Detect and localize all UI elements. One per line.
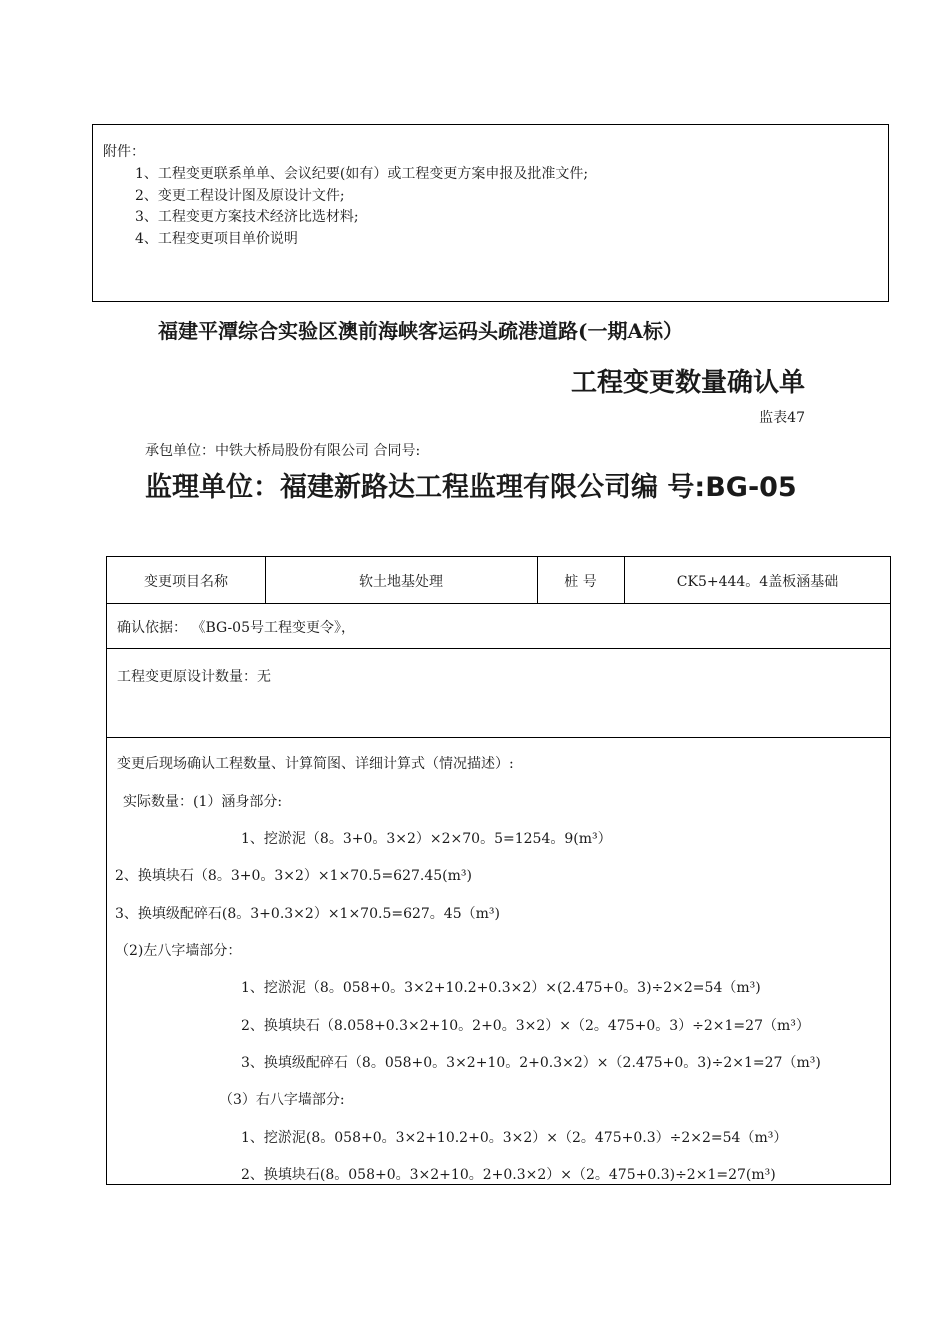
- detail-line: 2、换填块石（8。3+0。3×2）×1×70.5=627.45(m³): [115, 868, 472, 884]
- details-title: 变更后现场确认工程数量、计算简图、详细计算式（情况描述）:: [117, 756, 514, 772]
- detail-line: （2)左八字墙部分：: [115, 943, 242, 959]
- attachment-item: 2、变更工程设计图及原设计文件;: [135, 188, 345, 204]
- detail-line: 实际数量：(1）涵身部分:: [123, 794, 283, 810]
- detail-line: 3、换填级配碎石（8。058+0。3×2+10。2+0.3×2）×（2.475+0。3)÷2×1=27（m³): [241, 1055, 821, 1071]
- attachment-item: 3、工程变更方案技术经济比选材料;: [135, 209, 359, 225]
- detail-line: 2、换填块石(8。058+0。3×2+10。2+0.3×2）×（2。475+0.3)÷2×1=27(m³): [241, 1167, 776, 1183]
- item-name-value: 软土地基处理: [359, 574, 443, 590]
- detail-line: 1、挖淤泥（8。058+0。3×2+10.2+0.3×2）×(2.475+0。3)÷2×2=54（m³): [241, 980, 761, 996]
- attachment-item: 1、工程变更联系单单、会议纪要(如有）或工程变更方案申报及批准文件;: [135, 166, 589, 182]
- detail-line: 1、挖淤泥(8。058+0。3×2+10.2+0。3×2）×（2。475+0.3）÷2×2=54（m³）: [241, 1130, 788, 1146]
- attachments-box: [92, 124, 889, 302]
- item-name-label: 变更项目名称: [144, 574, 228, 590]
- detail-line: 3、换填级配碎石(8。3+0.3×2）×1×70.5=627。45（m³): [115, 906, 500, 922]
- attachment-item: 4、工程变更项目单价说明: [135, 231, 298, 247]
- station-label: 桩 号: [564, 574, 597, 590]
- detail-line: （3）右八字墙部分:: [219, 1092, 345, 1108]
- form-title: 工程变更数量确认单: [570, 368, 805, 398]
- detail-line: 2、换填块石（8.058+0.3×2+10。2+0。3×2）×（2。475+0。3）÷2×1=27（m³）: [241, 1018, 810, 1034]
- quantity-table: [106, 556, 891, 1185]
- detail-line: 1、挖淤泥（8。3+0。3×2）×2×70。5=1254。9(m³）: [241, 831, 612, 847]
- contractor-line: 承包单位：中铁大桥局股份有限公司 合同号:: [145, 443, 421, 459]
- original-design-quantity: 工程变更原设计数量：无: [117, 669, 271, 685]
- attachments-title: 附件：: [103, 144, 145, 160]
- form-number: 监表47: [759, 410, 805, 426]
- station-value: CK5+444。4盖板涵基础: [676, 574, 839, 590]
- document-title: 福建平潭综合实验区澳前海峡客运码头疏港道路(一期A标）: [158, 319, 683, 343]
- supervisor-line: 监理单位：福建新路达工程监理有限公司编 号:BG-05: [145, 472, 797, 503]
- confirmation-basis: 确认依据： 《BG-05号工程变更令》，: [117, 620, 355, 636]
